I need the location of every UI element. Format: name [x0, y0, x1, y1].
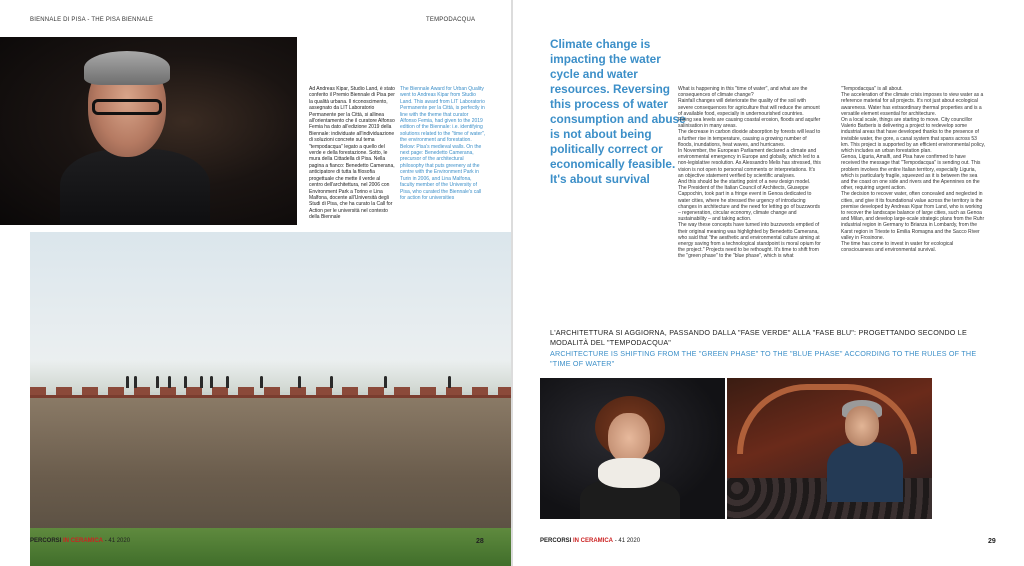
paragraph: "Tempodacqua" is all about.: [841, 86, 903, 92]
left-footer: [30, 538, 130, 544]
footer-issue: - 41 2020: [614, 538, 641, 544]
pisa-walls-photo: [30, 232, 511, 566]
footer-brand: PERCORSI: [30, 538, 62, 544]
paragraph: And this should be the starting point of a new design model.: [678, 179, 811, 186]
paragraph: On a local scale, things are starting to move. City councillor Valerio Barberis is delivering a project to redevelop some industrial areas that have developed thanks to the presence of invisible water, the gore, a canal system that spans across 53 km. This project is supported by an efficient environmental policy, which includes an urban forestation plan.: [841, 117, 985, 155]
english-caption: The Biennale Award for Urban Quality went to Andreas Kipar from Studio Land. This award from LIT Laboratorio Permanente per la Città, is perfectly in line with the theme that curator Alfonso Femia, had given to the 2019 edition of the Biennale: i.e. identifying solutions related to the "time of water", the environment and forestation. Below: Pisa's medieval walls. On the next page: Benedetto Camerana, precursor of the architectural philosophy that puts greenery at the centre with the Environment Park in Turin in 2006, and Lina Malfona, faculty member of the University of Pisa, who curated the Biennale's call for action for universities: [400, 86, 486, 201]
right-page: [513, 0, 1024, 566]
pull-quote: Climate change is impacting the water cycle and water resources. Reversing this process of water consumption and abuse is not about being politically correct or economically feasible. It's about survival: [550, 37, 686, 186]
portrait-photo-andreas-kipar: [0, 37, 297, 225]
paragraph: What is happening in this "time of water", and what are the consequences of climate change?: [678, 86, 808, 99]
footer-brand: PERCORSI: [540, 538, 572, 544]
paragraph: The acceleration of the climate crisis imposes to view water as a reference material for all projects. It's not just about ecological awareness. Water has extraordinary thermal properties and is a versatile element essential for architecture.: [841, 92, 984, 117]
section-heading-italian: L'ARCHITETTURA SI AGGIORNA, PASSANDO DALLA "FASE VERDE" ALLA "FASE BLU": PROGETTANDO SECONDO LE MODALITÀ DEL "TEMPODACQUA": [550, 328, 967, 347]
paragraph: Rainfall changes will deteriorate the quality of the soil with severe consequences for agriculture that will reduce the amount of available food, especially in undernourished countries.: [678, 98, 820, 117]
paragraph: The decrease in carbon dioxide absorption by forests will lead to a further rise in temperature, causing a growing number of floods, inundations, heat waves, and hurricanes.: [678, 129, 821, 148]
paragraph: Rising sea levels are causing coastal erosion, floods and aquifer salinisation in many areas.: [678, 117, 821, 130]
page-number-right: 29: [988, 538, 996, 545]
paragraph: The time has come to invest in water for ecological consciousness and environmental survival.: [841, 241, 954, 254]
paragraph: The way these concepts have turned into buzzwords emptied of their original meaning was highlighted by Benedetto Camerana, who said that "the aesthetic and environmental culture aiming at energy saving from a technological standpoint is moral opium for the project." Projects need to be rethought. It's time to shift from the "green phase" to the "blue phase", which is what: [678, 222, 821, 260]
footer-brand-red: IN CERAMICA: [573, 538, 614, 544]
footer-issue: - 41 2020: [104, 538, 131, 544]
body-column-2: [841, 86, 985, 253]
paragraph: In November, the European Parliament declared a climate and environmental emergency in Europe and globally, which led to a non-legislative resolution. As Alessandro Melis has stressed, this vision is not open to personal comments or interpretations. It's an objective statement verified by scientific analyses.: [678, 148, 821, 179]
paragraph: The President of the Italian Council of Architects, Giuseppe Cappochin, took part in a fringe event in Genoa dedicated to water cities, where he stressed the urgency of introducing changes in architecture and the need for letting go of buzzwords – regeneration, circular economy, climate change and sustainability – and taking action.: [678, 185, 821, 223]
italian-caption: Ad Andreas Kipar, Studio Land, è stato conferito il Premio Biennale di Pisa per la qualità urbana. Il riconoscimento, assegnato da LIT Laboratorio Permanente per la Città, si allinea all'orientamento che il curatore Alfonso Femia ha dato all'edizione 2019 della Biennale: individuate all'individuazione di soluzioni concrete sul tema "tempodacqua" legato a quello del verde e della forestazione. Sotto, le mura della Cittadella di Pisa. Nella pagina a fianco: Benedetto Camerana, anticipatore di tutta la filosofia progettuale che mette il verde al centro dell'architettura, nel 2006 con Environment Park a Torino e Lina Malfona, docente all'Università degli Studi di Pisa, che ha curato la Call for Action per le università nel contesto della Biennale: [309, 86, 395, 221]
paragraph: Genoa, Liguria, Amalfi, and Pisa have confirmed to have received the message that "Tempodacqua" is sending out. This problem involves the entire Italian territory, especially Liguria, which is particularly fragile, squeezed as it is between the sea and the coast on one side and rivers and the Apennines on the other, requiring urgent action.: [841, 154, 981, 192]
page-number-left: 28: [476, 538, 484, 545]
photo-benedetto-camerana: [727, 378, 932, 519]
paragraph: The decision to recover water, often concealed and neglected in cities, and give it its foundational value across the territory is the premise developed by Andreas Kipar from Land, who is working to recover the landscape balance of large cities, such as Genoa and Milan, and develop large-scale strategic plans from the Ruhr industrial region in Germany to Brianza in Lombardy, from the Karst region in Trieste to Emilia Romagna and the Sacco River valley in Frosinone.: [841, 191, 985, 241]
section-heading-english: ARCHITECTURE IS SHIFTING FROM THE "GREEN PHASE" TO THE "BLUE PHASE" ACCORDING TO THE RULES OF THE "TIME OF WATER": [550, 349, 977, 368]
body-column-1: [678, 86, 822, 260]
running-head-left: BIENNALE DI PISA - THE PISA BIENNALE: [30, 17, 154, 23]
left-page: [0, 0, 511, 566]
right-footer: [540, 538, 640, 544]
running-head-right: TEMPODACQUA: [426, 17, 476, 23]
photo-lina-malfona: [540, 378, 725, 519]
footer-brand-red: IN CERAMICA: [63, 538, 104, 544]
